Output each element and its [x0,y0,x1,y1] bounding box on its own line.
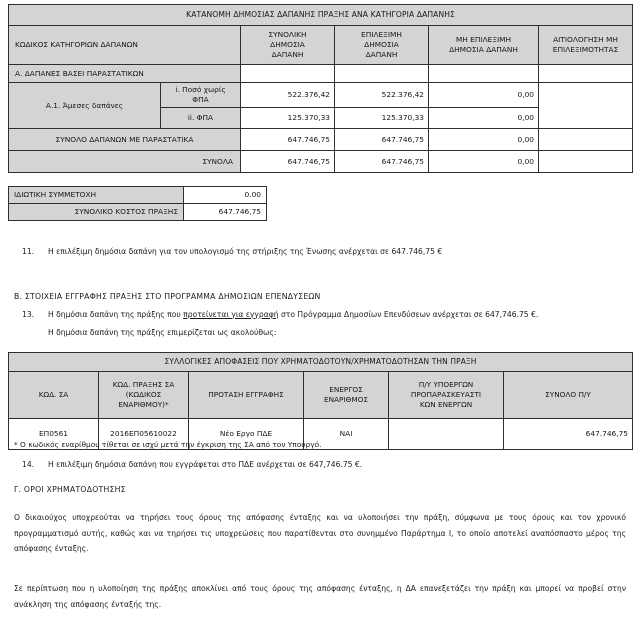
header-line: ΔΑΠΑΝΗ [271,50,304,60]
header-line: ΔΗΜΟΣΙΑ ΔΑΠΑΝΗ [449,45,518,55]
column-header-total-budget: ΣΥΝΟΛΟ Π/Υ [504,372,633,419]
cell-eligible-public: 125.370,33 [335,108,429,129]
header-line: ΚΩΝ ΕΝΕΡΓΩΝ [419,400,473,410]
section-b-heading: Β. ΣΤΟΙΧΕΙΑ ΕΓΓΡΑΦΗΣ ΠΡΑΞΗΣ ΣΤΟ ΠΡΟΓΡΑΜΜΑ ΔΗΜΟΣΙΩΝ ΕΠΕΝΔΥΣΕΩΝ [14,292,321,301]
cell-registration-proposal: Νέο Εργο ΠΔΕ [189,419,304,450]
header-line: ΔΑΠΑΝΗ [365,50,398,60]
table-row [9,187,267,204]
cell-ineligible-public: 0,00 [429,108,539,129]
cell-total-budget: 647.746,75 [504,419,633,450]
table-row [9,83,633,108]
table-row [9,353,633,372]
header-line: (ΚΩΔΙΚΟΣ [125,390,162,400]
header-line: ΕΝΕΡΓΟΣ [329,385,363,395]
header-line: ΕΝΑΡΙΘΜΟΥ)* [118,400,169,410]
cell-total-public: 647.746,75 [241,151,335,173]
cell-justification [539,83,633,129]
funding-decisions-table [8,352,633,450]
paragraph-13-text-before: Η δημόσια δαπάνη της πράξης που [48,310,184,319]
table-row [9,65,633,83]
header-line: Π/Υ ΥΠΟΕΡΓΩΝ [418,380,474,390]
total-operation-cost-value: 647.746,75 [184,204,267,221]
column-header-ineligible-public [429,26,539,65]
cell-ineligible-public: 0,00 [429,83,539,108]
section-c-paragraph-2: Σε περίπτωση που η υλοποίηση της πράξης αποκλίνει από τους όρους της απόφασης ένταξης, η ΔΑ επανεξετάζει την πράξη και μπορεί να προβεί στην ανάκληση της απόφασης ένταξής της. [14,584,626,609]
empty-cell [241,65,335,83]
expense-group-label: Α.1. Άμεσες δαπάνες [9,83,161,129]
paragraph-14 [22,459,362,470]
table-row [9,372,633,419]
column-header-category-code: ΚΩΔΙΚΟΣ ΚΑΤΗΓΟΡΙΩΝ ΔΑΠΑΝΩΝ [9,26,241,65]
section-a-label: Α. ΔΑΠΑΝΕΣ ΒΑΣΕΙ ΠΑΡΑΣΤΑΤΙΚΩΝ [9,65,241,83]
table-row [9,129,633,151]
column-header-justification [539,26,633,65]
expense-sub-label: ii. ΦΠΑ [161,108,241,129]
cell-total-public: 522.376,42 [241,83,335,108]
cell-justification [539,129,633,151]
expense-distribution-table [8,4,633,173]
cell-justification [539,151,633,173]
table-row [9,26,633,65]
column-header-active-enarithmos [304,372,389,419]
column-header-sa-code: ΚΩΔ. ΣΑ [9,372,99,419]
header-line: ΜΗ ΕΠΙΛΕΞΙΜΗ [455,35,512,45]
cell-eligible-public: 522.376,42 [335,83,429,108]
header-line: ΕΠΙΛΕΞΙΜΗ [361,30,402,40]
paragraph-14-number: 14. [22,460,35,469]
section-c-heading: Γ. ΟΡΟΙ ΧΡΗΜΑΤΟΔΟΤΗΣΗΣ [14,485,126,494]
subtotal-label: ΣΥΝΟΛΟ ΔΑΠΑΝΩΝ ΜΕ ΠΑΡΑΣΤΑΤΙΚΑ [9,129,241,151]
paragraph-11 [22,246,442,257]
table-row [9,151,633,173]
column-header-preparatory-budget [389,372,504,419]
cell-total-public: 125.370,33 [241,108,335,129]
grand-total-label: ΣΥΝΟΛΑ [9,151,241,173]
header-line: ΑΙΤΙΟΛΟΓΗΣΗ ΜΗ [553,35,618,45]
paragraph-13-underlined-text: προτείνεται για εγγραφή [183,310,279,319]
paragraph-13 [22,309,538,320]
cell-active-enarithmos: ΝΑΙ [304,419,389,450]
column-header-registration-proposal: ΠΡΟΤΑΣΗ ΕΓΓΡΑΦΗΣ [189,372,304,419]
paragraph-14-text: Η επιλέξιμη δημόσια δαπάνη που εγγράφεται στο ΠΔΕ ανέρχεται σε 647,746.75 €. [48,460,363,469]
total-cost-table [8,186,267,221]
cell-ineligible-public: 0,00 [429,151,539,173]
table-row [9,5,633,26]
empty-cell [429,65,539,83]
funding-table-title: ΣΥΛΛΟΓΙΚΕΣ ΑΠΟΦΑΣΕΙΣ ΠΟΥ ΧΡΗΜΑΤΟΔΟΤΟΥΝ/ΧΡΗΜΑΤΟΔΟΤΗΣΑΝ ΤΗΝ ΠΡΑΞΗ [9,353,633,372]
section-b-subtext: Η δημόσια δαπάνη της πράξης επιμερίζεται ως ακολούθως: [48,328,277,337]
cell-preparatory-budget [389,419,504,450]
header-line: ΕΠΙΛΕΞΙΜΟΤΗΤΑΣ [552,45,619,55]
paragraph-13-number: 13. [22,310,35,319]
header-line: ΔΗΜΟΣΙΑ [364,40,399,50]
column-header-project-sa-code [99,372,189,419]
header-line: ΚΩΔ. ΠΡΑΞΗΣ ΣΑ [112,380,175,390]
table-row [9,204,267,221]
empty-cell [539,65,633,83]
sub-label-line: ΦΠΑ [192,95,209,105]
cell-ineligible-public: 0,00 [429,129,539,151]
empty-cell [335,65,429,83]
paragraph-11-text: Η επιλέξιμη δημόσια δαπάνη για τον υπολογισμό της στήριξης της Ένωσης ανέρχεται σε 647.746,75 € [48,247,443,256]
section-c-paragraph-1: Ο δικαιούχος υποχρεoύται να τηρήσει τους όρους της απόφασης ένταξης και να υλοποιήσει την πράξη, σύμφωνα με τους όρους και τον χρονικό προγραμματισμό αυτής, καθώς και να τηρήσει τις υποχρεώσεις που παρατίθενται στο συνημμένο Παράρτημα Ι, το οποίο αποτελεί αναπόσπαστο μέρος της απόφασης ένταξης. [14,513,626,554]
cell-eligible-public: 647.746,75 [335,151,429,173]
private-participation-value: 0.00 [184,187,267,204]
sub-label-line: i. Ποσό χωρίς [175,85,226,95]
expense-table-title: ΚΑΤΑΝΟΜΗ ΔΗΜΟΣΙΑΣ ΔΑΠΑΝΗΣ ΠΡΑΞΗΣ ΑΝΑ ΚΑΤΗΓΟΡΙΑ ΔΑΠΑΝΗΣ [9,5,633,26]
funding-table-footnote: * Ο κωδικός εναρίθμου τίθεται σε ισχύ μετά την έγκριση της ΣΑ από τον Υπουργό. [14,440,322,449]
cell-sa-code: ΕΠ0561 [9,419,99,450]
header-line: ΣΥΝΟΛΙΚΗ [268,30,307,40]
cell-total-public: 647.746,75 [241,129,335,151]
paragraph-11-number: 11. [22,247,35,256]
cell-eligible-public: 647.746,75 [335,129,429,151]
expense-sub-label [161,83,241,108]
paragraph-13-text-after: στο Πρόγραμμα Δημοσίων Επενδύσεων ανέρχεται σε 647,746.75 €. [278,310,539,319]
header-line: ΠΡΟΠΑΡΑΣΚΕΥΑΣΤΙ [410,390,482,400]
cell-project-sa-code: 2016ΕΠ05610022 [99,419,189,450]
private-participation-label: ΙΔΙΩΤΙΚΗ ΣΥΜΜΕΤΟΧΗ [9,187,184,204]
total-operation-cost-label: ΣΥΝΟΛΙΚΟ ΚΟΣΤΟΣ ΠΡΑΞΗΣ [9,204,184,221]
column-header-total-public [241,26,335,65]
header-line: ΕΝΑΡΙΘΜΟΣ [323,395,368,405]
column-header-eligible-public [335,26,429,65]
header-line: ΔΗΜΟΣΙΑ [270,40,305,50]
